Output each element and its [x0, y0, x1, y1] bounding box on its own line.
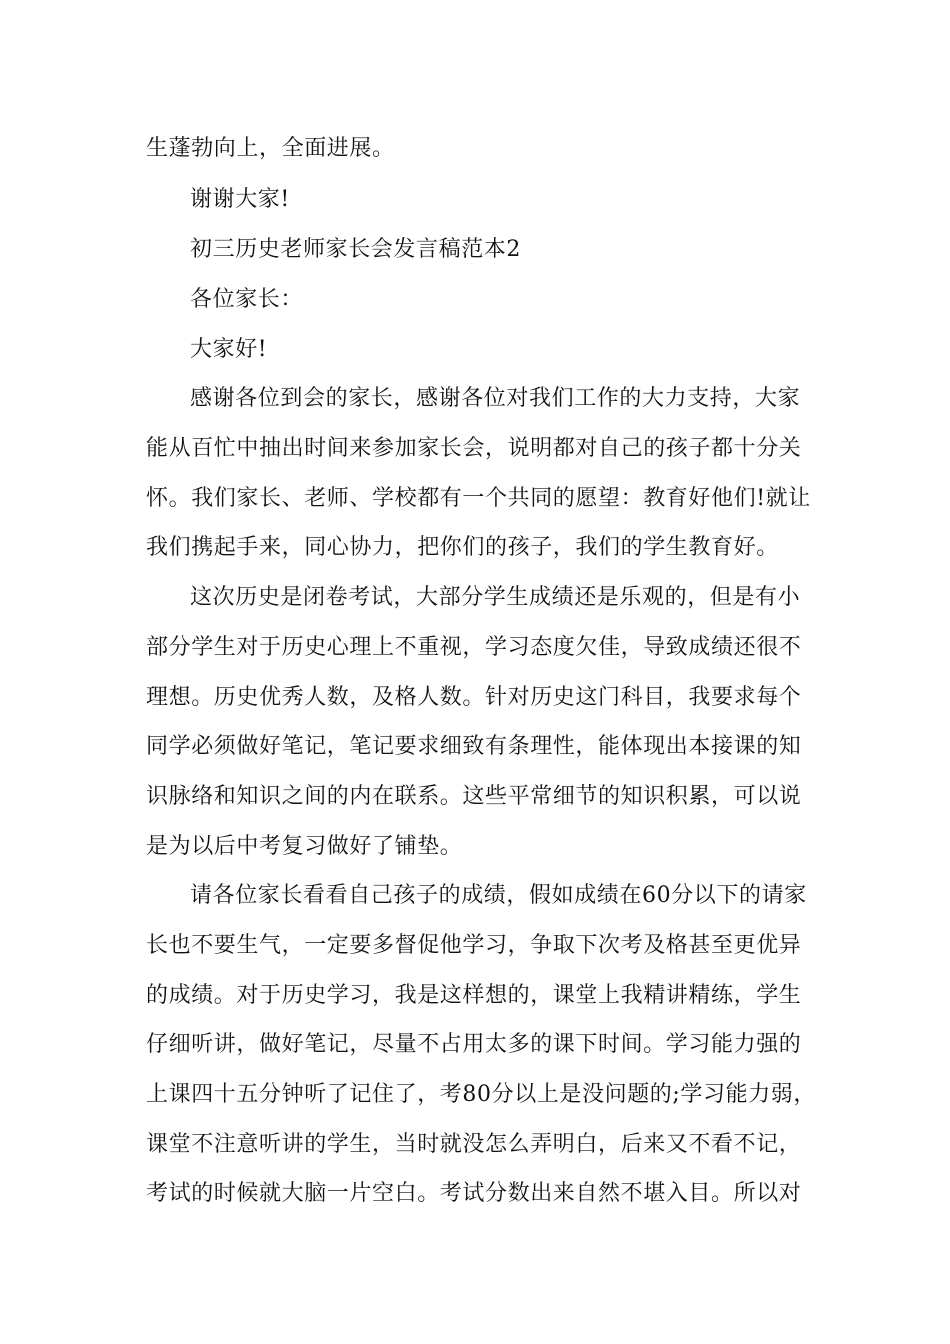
text-line: 生蓬勃向上，全面进展。 [146, 136, 395, 161]
text-line: 能从百忙中抽出时间来参加家长会，说明都对自己的孩子都十分关 [146, 436, 802, 461]
text-line: 请各位家长看看自己孩子的成绩，假如成绩在60分以下的请家 [190, 883, 807, 908]
text-line: 考试的时候就大脑一片空白。考试分数出来自然不堪入目。所以对 [146, 1181, 802, 1206]
text-line: 是为以后中考复习做好了铺垫。 [146, 834, 463, 859]
text-line: 谢谢大家! [190, 187, 290, 212]
text-line: 长也不要生气，一定要多督促他学习，争取下次考及格甚至更优异 [146, 933, 802, 958]
greeting: 大家好! [190, 337, 268, 362]
text-line: 我们携起手来，同心协力，把你们的孩子，我们的学生教育好。 [146, 535, 779, 560]
text-line: 上课四十五分钟听了记住了，考80分以上是没问题的;学习能力弱， [146, 1082, 817, 1107]
text-line: 理想。历史优秀人数，及格人数。针对历史这门科目，我要求每个 [146, 685, 802, 710]
text-line: 部分学生对于历史心理上不重视，学习态度欠佳，导致成绩还很不 [146, 635, 802, 660]
text-line: 仔细听讲，做好笔记，尽量不占用太多的课下时间。学习能力强的 [146, 1032, 802, 1057]
text-line: 课堂不注意听讲的学生，当时就没怎么弄明白，后来又不看不记， [146, 1132, 802, 1157]
text-line: 识脉络和知识之间的内在联系。这些平常细节的知识积累，可以说 [146, 784, 802, 809]
text-line: 同学必须做好笔记，笔记要求细致有条理性，能体现出本接课的知 [146, 734, 802, 759]
text-line: 感谢各位到会的家长，感谢各位对我们工作的大力支持，大家 [190, 386, 801, 411]
salutation: 各位家长： [190, 287, 304, 312]
text-line: 的成绩。对于历史学习，我是这样想的，课堂上我精讲精练，学生 [146, 983, 802, 1008]
section-heading: 初三历史老师家长会发言稿范本2 [190, 237, 521, 262]
text-line: 这次历史是闭卷考试，大部分学生成绩还是乐观的，但是有小 [190, 585, 801, 610]
text-line: 怀。我们家长、老师、学校都有一个共同的愿望：教育好他们!就让 [146, 486, 811, 511]
